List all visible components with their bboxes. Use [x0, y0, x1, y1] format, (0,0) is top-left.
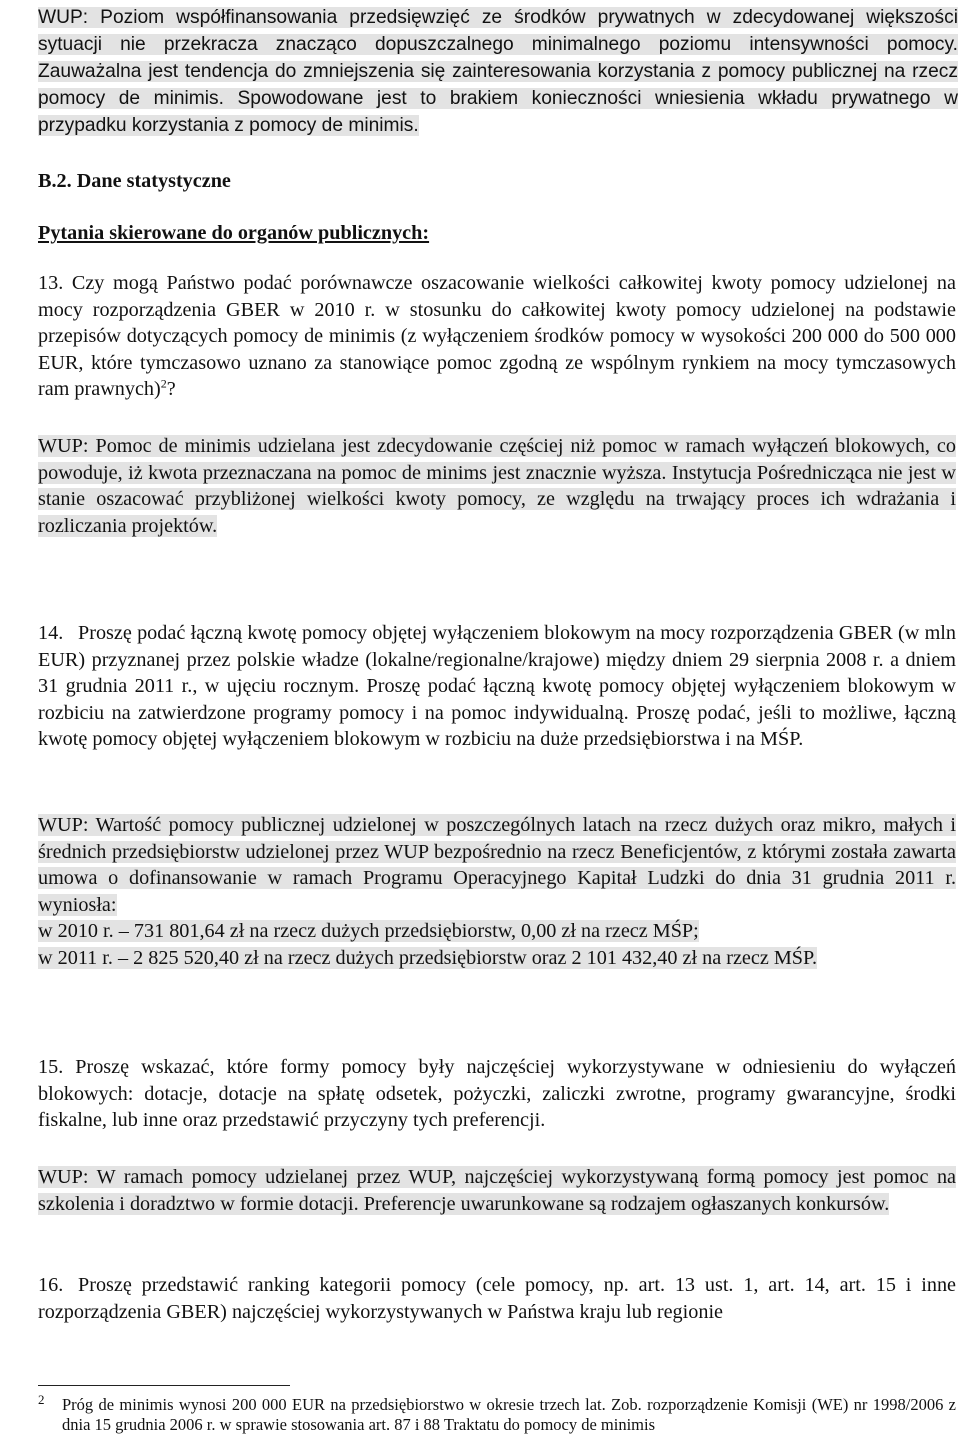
question-15-number: 15. — [38, 1056, 64, 1078]
question-13-end: ? — [166, 378, 176, 401]
answer-text-a: WUP: Poziom współfinansowania przedsięwzięć ze środków prywatnych w zdecydowanej większości sytuacji nie przekracza znacząco dopuszczalnego minimalnego poziomu intensywności pomocy. Zauważalna jest tendencja do zmniejszenia się zainteresowania korzystania z pomocy publicznej na rzecz pomocy de minimis. — [38, 7, 958, 109]
answer-15-text: WUP: W ramach pomocy udzielanej przez WUP, najczęściej wykorzystywaną formą pomocy jest pomoc na szkolenia i doradztwo w formie dotacji. Preferencje uwarunkowane są rodzajem ogłaszanych konkursów. — [38, 1166, 956, 1215]
footnote-divider — [38, 1385, 290, 1386]
question-14-text: Proszę podać łączną kwotę pomocy objętej wyłączeniem blokowym na mocy rozporządzenia GBER (w mln EUR) przyznanej przez polskie władze (lokalne/regionalne/krajowe) między dniem 29 sierpnia 2008 r. a dniem 31 grudnia 2011 r., w ujęciu rocznym. Proszę podać łączną kwotę pomocy objętej wyłączeniem blokowym w rozbiciu na zatwierdzone programy pomocy i na pomoc indywidualną. Proszę podać, jeśli to możliwe, łączną kwotę pomocy objętej wyłączeniem blokowym w rozbiciu na duże przedsiębiorstwa i na MŚP. — [38, 622, 956, 751]
question-16-text: Proszę przedstawić ranking kategorii pomocy (cele pomocy, np. art. 13 ust. 1, art. 14, art. 15 i inne rozporządzenia GBER) najczęściej wykorzystywanych w Państwa kraju lub regionie — [38, 1274, 956, 1323]
answer-paragraph-intensity — [38, 4, 958, 139]
answer-14-year-2010 — [38, 918, 956, 945]
answer-text-b: Spowodowane jest to brakiem konieczności wniesienia wkładu prywatnego w przypadku korzystania z pomocy de minimis. — [38, 88, 958, 136]
question-16-number: 16. — [38, 1274, 64, 1296]
footnote-mark: 2 — [38, 1392, 45, 1407]
answer-13-text: WUP: Pomoc de minimis udzielana jest zdecydowanie częściej niż pomoc w ramach wyłączeń blokowych, co powoduje, iż kwota przeznaczana na pomoc de minims jest znacznie wyższa. Instytucja Pośrednicząca nie jest w stanie oszacować przybliżonej wielkości kwoty pomocy, ze względu na trwający proces ich wdrażania i rozliczania projektów. — [38, 435, 956, 537]
answer-15 — [38, 1164, 956, 1217]
answer-14-intro-text: WUP: Wartość pomocy publicznej udzielonej w poszczególnych latach na rzecz dużych oraz mikro, małych i średnich przedsiębiorstw udzielonej przez WUP bezpośrednio na rzecz Beneficjentów, z którymi została zawarta umowa o dofinansowanie w ramach Programu Operacyjnego Kapitał Ludzki do dnia 31 grudnia 2011 r. wyniosła: — [38, 814, 956, 916]
question-15-text: Proszę wskazać, które formy pomocy były najczęściej wykorzystywane w odniesieniu do wyłączeń blokowych: dotacje, dotacje na spłatę odsetek, pożyczki, zaliczki zwrotne, programy gwarancyjne, środki fiskalne, lub inne oraz przedstawić przyczyny tych preferencji. — [38, 1056, 956, 1132]
question-13-text: Czy mogą Państwo podać porównawcze oszacowanie wielkości całkowitej kwoty pomocy udzielonej na mocy rozporządzenia GBER w 2010 r. w stosunku do całkowitej kwoty pomocy udzielonej na podstawie przepisów dotyczących pomocy de minimis (z wyłączeniem środków pomocy w wysokości 200 000 do 500 000 EUR, które tymczasowo uznano za stanowiące pomoc zgodną ze wspólnym rynkiem na mocy tymczasowych ram prawnych) — [38, 272, 956, 401]
answer-14-year-2010-text: w 2010 r. – 731 801,64 zł na rzecz dużych przedsiębiorstw, 0,00 zł na rzecz MŚP; — [38, 920, 699, 943]
question-15 — [38, 1054, 956, 1134]
answer-13 — [38, 433, 956, 539]
subsection-heading: Pytania skierowane do organów publicznych: — [38, 222, 430, 244]
answer-14-intro — [38, 812, 956, 918]
answer-14-year-2011 — [38, 945, 956, 972]
section-heading: B.2. Dane statystyczne — [38, 170, 231, 192]
question-16 — [38, 1272, 956, 1325]
question-13-number: 13. — [38, 272, 64, 294]
footnote-text: Próg de minimis wynosi 200 000 EUR na przedsiębiorstwo w okresie trzech lat. Zob. rozporządzenie Komisji (WE) nr 1998/2006 z dnia 15 grudnia 2006 r. w sprawie stosowania art. 87 i 88 Traktatu do pomocy de minimis — [62, 1395, 956, 1434]
answer-14 — [38, 812, 956, 972]
footnote-reference: 2 — [160, 376, 167, 391]
question-14 — [38, 620, 956, 753]
question-14-number: 14. — [38, 622, 64, 644]
answer-14-year-2011-text: w 2011 r. – 2 825 520,40 zł na rzecz dużych przedsiębiorstw oraz 2 101 432,40 zł na rzecz MŚP. — [38, 946, 818, 969]
question-13 — [38, 270, 956, 403]
